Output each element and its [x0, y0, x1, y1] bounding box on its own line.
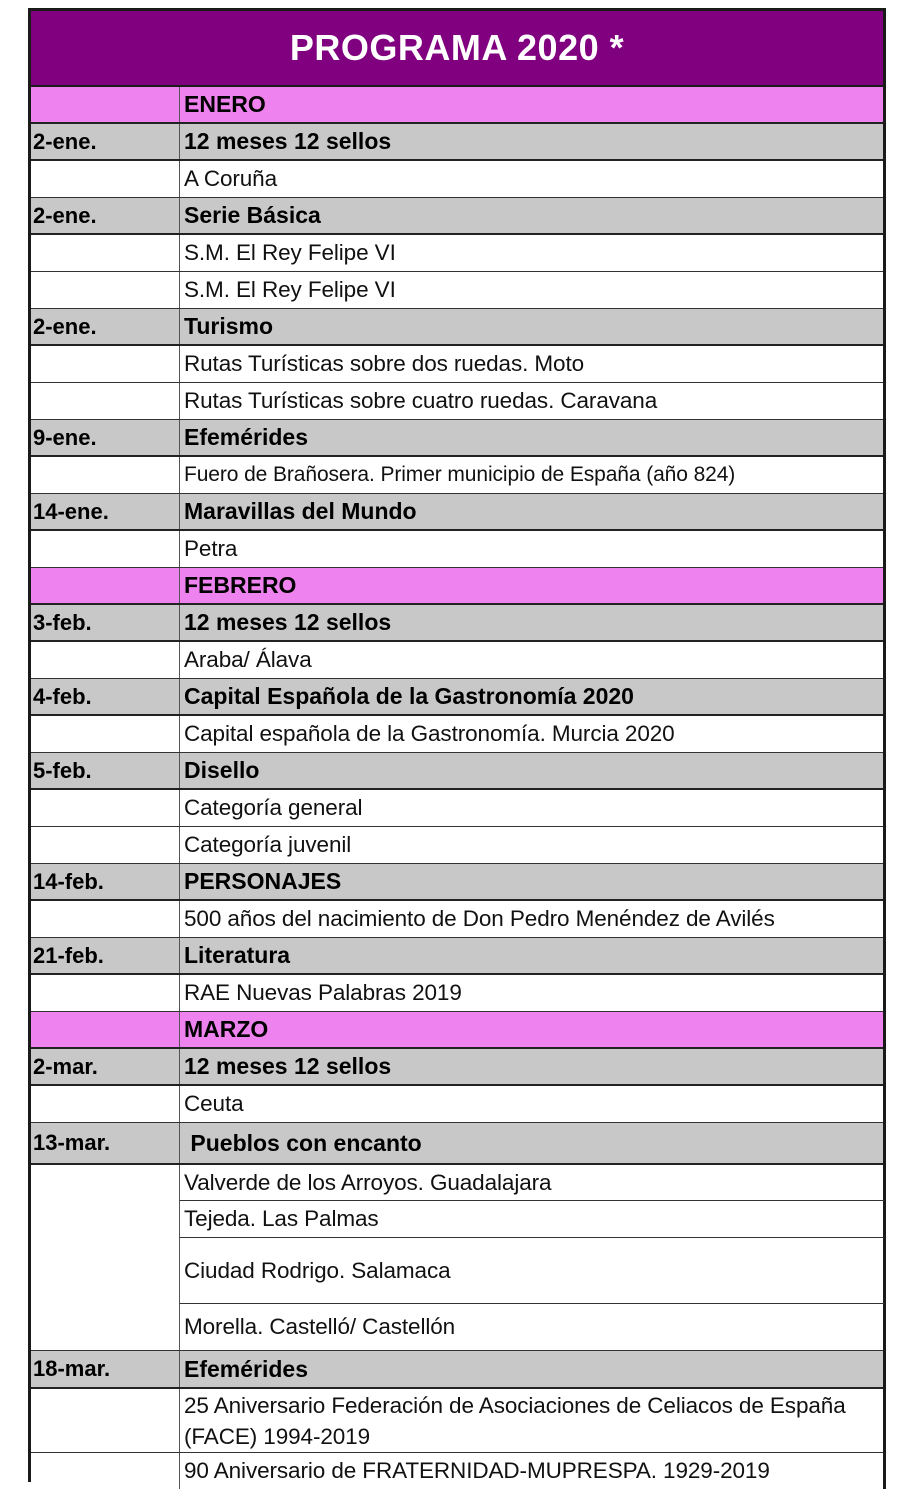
date-cell	[31, 1453, 179, 1489]
date-cell	[31, 568, 179, 603]
month-label: MARZO	[179, 1012, 883, 1047]
series-title: 12 meses 12 sellos	[179, 1049, 886, 1084]
date-cell: 2-ene.	[33, 313, 97, 339]
date-cell	[31, 272, 179, 308]
date-cell	[31, 790, 179, 826]
month-row	[31, 568, 883, 605]
stamp-title: Araba/ Álava	[179, 642, 886, 678]
date-cell: 9-ene.	[33, 424, 97, 450]
month-label: ENERO	[179, 87, 883, 122]
stamp-title: S.M. El Rey Felipe VI	[179, 272, 886, 308]
program-sheet	[28, 8, 886, 1482]
issue-row	[31, 938, 883, 975]
date-cell	[31, 1304, 179, 1350]
date-cell: 2-ene.	[33, 128, 97, 154]
stamp-row	[31, 1304, 883, 1351]
series-title: Literatura	[179, 938, 886, 973]
series-title: Maravillas del Mundo	[179, 494, 886, 529]
series-title: Efemérides	[179, 420, 886, 455]
stamp-row	[31, 1086, 883, 1123]
date-cell: 14-ene.	[33, 498, 109, 524]
issue-row	[31, 124, 883, 161]
stamp-row	[31, 457, 883, 494]
series-title: Pueblos con encanto	[179, 1123, 886, 1163]
stamp-row	[31, 901, 883, 938]
issue-row	[31, 1351, 883, 1389]
date-cell: 13-mar.	[33, 1130, 111, 1155]
date-cell	[31, 346, 179, 382]
date-cell: 2-mar.	[33, 1053, 98, 1079]
date-cell	[31, 1012, 179, 1047]
stamp-title: Rutas Turísticas sobre dos ruedas. Moto	[179, 346, 886, 382]
date-cell: 21-feb.	[33, 942, 104, 968]
date-cell: 4-feb.	[33, 683, 92, 709]
series-title: 12 meses 12 sellos	[179, 124, 886, 159]
series-title: PERSONAJES	[179, 864, 886, 899]
stamp-title: Fuero de Brañosera. Primer municipio de España (año 824)	[179, 457, 886, 493]
stamp-row	[31, 790, 883, 827]
issue-row	[31, 1123, 883, 1165]
date-cell	[31, 531, 179, 567]
date-cell	[31, 642, 179, 678]
month-row	[31, 1012, 883, 1049]
month-row	[31, 87, 883, 124]
date-cell	[31, 161, 179, 197]
date-cell: 14-feb.	[33, 868, 104, 894]
date-cell	[31, 901, 179, 937]
stamp-row	[31, 531, 883, 568]
date-cell: 18-mar.	[33, 1356, 111, 1381]
issue-row	[31, 420, 883, 457]
stamp-row	[31, 642, 883, 679]
stamp-title: Capital española de la Gastronomía. Murcia 2020	[179, 716, 886, 752]
series-title: Disello	[179, 753, 886, 788]
date-cell	[31, 235, 179, 271]
stamp-title: Categoría juvenil	[179, 827, 886, 863]
stamp-row	[31, 1453, 883, 1489]
stamp-row	[31, 346, 883, 383]
stamp-title: 90 Aniversario de FRATERNIDAD-MUPRESPA. 1929-2019	[179, 1453, 886, 1489]
stamp-title: Petra	[179, 531, 886, 567]
date-cell	[31, 1086, 179, 1122]
date-cell: 3-feb.	[33, 609, 92, 635]
stamp-title: Rutas Turísticas sobre cuatro ruedas. Caravana	[179, 383, 886, 419]
series-title: 12 meses 12 sellos	[179, 605, 886, 640]
issue-row	[31, 753, 883, 790]
stamp-row	[31, 1201, 883, 1238]
stamp-title: Ciudad Rodrigo. Salamaca	[179, 1238, 886, 1304]
stamp-row	[31, 1389, 883, 1453]
issue-row	[31, 494, 883, 531]
series-title: Efemérides	[179, 1351, 886, 1387]
series-title: Turismo	[179, 309, 886, 344]
series-title: Capital Española de la Gastronomía 2020	[179, 679, 886, 714]
date-cell	[31, 1238, 179, 1304]
date-cell	[31, 87, 179, 122]
date-cell	[31, 383, 179, 419]
stamp-title: Tejeda. Las Palmas	[179, 1201, 886, 1238]
stamp-row	[31, 716, 883, 753]
series-title: Serie Básica	[179, 198, 886, 233]
issue-row	[31, 605, 883, 642]
date-cell	[31, 827, 179, 863]
date-cell: 5-feb.	[33, 757, 92, 783]
stamp-title: S.M. El Rey Felipe VI	[179, 235, 886, 271]
month-label: FEBRERO	[179, 568, 883, 603]
stamp-title: 25 Aniversario Federación de Asociaciones de Celiacos de España (FACE) 1994-2019	[179, 1389, 886, 1452]
stamp-title: A Coruña	[179, 161, 886, 197]
page-title: PROGRAMA 2020 *	[31, 11, 883, 87]
stamp-title: 500 años del nacimiento de Don Pedro Menéndez de Avilés	[179, 901, 886, 937]
issue-row	[31, 679, 883, 716]
stamp-row	[31, 383, 883, 420]
stamp-title: Morella. Castelló/ Castellón	[179, 1304, 886, 1350]
date-cell	[31, 1165, 179, 1201]
date-cell	[31, 716, 179, 752]
date-cell	[31, 1201, 179, 1238]
stamp-row	[31, 975, 883, 1012]
stamp-row	[31, 161, 883, 198]
stamp-row	[31, 827, 883, 864]
issue-row	[31, 864, 883, 901]
stamp-row	[31, 1238, 883, 1304]
date-cell	[31, 457, 179, 493]
date-cell: 2-ene.	[33, 202, 97, 228]
stamp-title: Categoría general	[179, 790, 886, 826]
issue-row	[31, 198, 883, 235]
program-table	[31, 87, 883, 1489]
date-cell	[31, 1389, 179, 1452]
stamp-title: Ceuta	[179, 1086, 886, 1122]
stamp-row	[31, 1165, 883, 1201]
stamp-title: Valverde de los Arroyos. Guadalajara	[179, 1165, 886, 1201]
stamp-row	[31, 272, 883, 309]
issue-row	[31, 309, 883, 346]
issue-row	[31, 1049, 883, 1086]
stamp-row	[31, 235, 883, 272]
stamp-title: RAE Nuevas Palabras 2019	[179, 975, 886, 1011]
date-cell	[31, 975, 179, 1011]
